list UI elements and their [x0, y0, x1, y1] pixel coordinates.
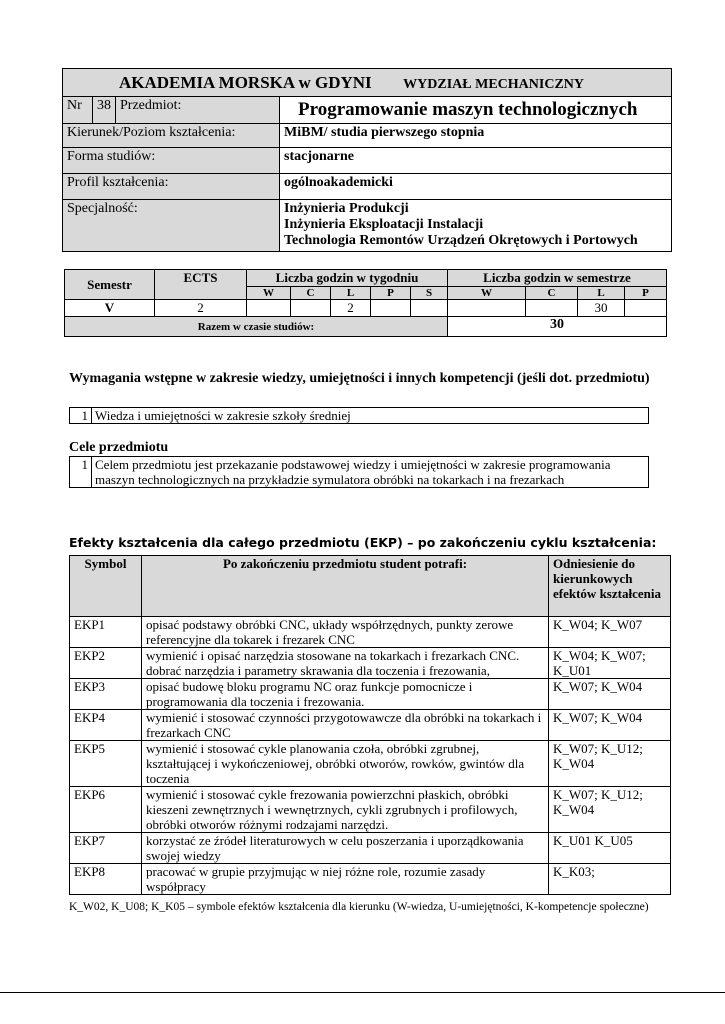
specialty-item: Technologia Remontów Urządzeń Okrętowych i Portowych	[284, 233, 638, 248]
field-value: MiBM/ studia pierwszego stopnia	[280, 124, 672, 148]
goals-table	[69, 456, 649, 488]
ekp-reference: K_W07; K_W04	[549, 679, 671, 710]
week-s-value	[411, 300, 448, 317]
total-label: Razem w czasie studiów:	[65, 317, 448, 337]
requirements-title: Wymagania wstępne w zakresie wiedzy, umiejętności i innych kompetencji (jeśli dot. przedmiotu)	[69, 371, 650, 386]
total-value: 30	[448, 317, 667, 337]
sem-c-value	[526, 300, 578, 317]
week-col-l: L	[331, 287, 371, 300]
symbol-header: Symbol	[70, 556, 142, 617]
academy-row	[63, 69, 672, 97]
table-row	[70, 741, 671, 787]
week-c-value	[291, 300, 331, 317]
requirement-text: Wiedza i umiejętności w zakresie szkoły średniej	[92, 408, 649, 424]
field-label: Kierunek/Poziom kształcenia:	[63, 124, 280, 148]
page-bottom-divider	[0, 992, 725, 993]
semester-hours-header: Liczba godzin w semestrze	[448, 270, 667, 287]
week-w-value	[247, 300, 291, 317]
sem-col-c: C	[526, 287, 578, 300]
week-col-c: C	[291, 287, 331, 300]
ekp-symbol: EKP1	[70, 617, 142, 648]
ekp-reference: K_W07; K_U12; K_W04	[549, 787, 671, 833]
ekp-reference: K_W04; K_W07; K_U01	[549, 648, 671, 679]
ekp-reference: K_U01 K_U05	[549, 833, 671, 864]
week-l-value: 2	[331, 300, 371, 317]
ekp-description: wymienić i stosować czynności przygotowawcze dla obróbki na tokarkach i frezarkach CNC	[142, 710, 549, 741]
table-row	[70, 833, 671, 864]
ekp-description: opisać podstawy obróbki CNC, układy współrzędnych, punkty zerowe referencyjne dla tokarek i frezarek CNC	[142, 617, 549, 648]
ekp-reference: K_W07; K_W04	[549, 710, 671, 741]
specialty-values	[280, 200, 672, 252]
week-col-w: W	[247, 287, 291, 300]
semester-hours-table	[64, 269, 667, 337]
sem-w-value	[448, 300, 526, 317]
requirements-table	[69, 407, 649, 424]
specialty-item: Inżynieria Produkcji	[284, 201, 409, 216]
table-row	[70, 710, 671, 741]
table-row	[70, 617, 671, 648]
academy-name: AKADEMIA MORSKA w GDYNI	[119, 72, 372, 92]
sem-col-w: W	[448, 287, 526, 300]
nr-label: Nr	[63, 97, 93, 124]
goal-number: 1	[70, 457, 92, 488]
ekp-symbol: EKP3	[70, 679, 142, 710]
ects-value: 2	[155, 300, 247, 317]
ekp-symbol: EKP2	[70, 648, 142, 679]
specialty-item: Inżynieria Eksploatacji Instalacji	[284, 217, 484, 232]
ekp-reference: K_W04; K_W07	[549, 617, 671, 648]
study-form-value: stacjonarne	[280, 148, 672, 174]
table-row	[70, 787, 671, 833]
sem-l-value: 30	[578, 300, 625, 317]
specialty-label: Specjalność:	[63, 200, 280, 252]
ekp-description: wymienić i opisać narzędzia stosowane na tokarkach i frezarkach CNC. dobrać narzędzia i parametry skrawania dla toczenia i frezowania,	[142, 648, 549, 679]
ects-header: ECTS	[155, 270, 247, 300]
profile-label: Profil kształcenia:	[63, 174, 280, 200]
week-col-s: S	[411, 287, 448, 300]
ekp-description: opisać budowę bloku programu NC oraz funkcje pomocnicze i programowania dla toczenia i frezowania.	[142, 679, 549, 710]
study-form-label: Forma studiów:	[63, 148, 280, 174]
ekp-reference: K_W07; K_U12; K_W04	[549, 741, 671, 787]
description-header: Po zakończeniu przedmiotu student potrafi:	[142, 556, 549, 617]
sem-col-l: L	[578, 287, 625, 300]
ekp-title: Efekty kształcenia dla całego przedmiotu (EKP) – po zakończeniu cyklu kształcenia:	[69, 535, 657, 550]
weekly-hours-header: Liczba godzin w tygodniu	[247, 270, 448, 287]
subject-title: Programowanie maszyn technologicznych	[280, 97, 672, 124]
reference-header: Odniesienie do kierunkowych efektów kształcenia	[549, 556, 671, 617]
semester-header: Semestr	[65, 270, 155, 300]
goal-text: Celem przedmiotu jest przekazanie podstawowej wiedzy i umiejętności w zakresie programowania maszyn technologicznych na przykładzie symulatora obróbki na tokarkach i na frezarkach	[92, 457, 649, 488]
ekp-reference: K_K03;	[549, 864, 671, 895]
ekp-symbol: EKP8	[70, 864, 142, 895]
table-row	[70, 864, 671, 895]
profile-value: ogólnoakademicki	[280, 174, 672, 200]
ekp-symbol: EKP7	[70, 833, 142, 864]
week-p-value	[371, 300, 411, 317]
ekp-symbol: EKP5	[70, 741, 142, 787]
ekp-footnote: K_W02, K_U08; K_K05 – symbole efektów kształcenia dla kierunku (W-wiedza, U-umiejętności, K-kompetencje społeczne)	[69, 901, 649, 913]
requirement-number: 1	[70, 408, 92, 424]
ekp-symbol: EKP6	[70, 787, 142, 833]
ekp-description: wymienić i stosować cykle planowania czoła, obróbki zgrubnej, kształtującej i wykończeniowej, obróbki otworów, rowków, gwintów dla toczenia	[142, 741, 549, 787]
faculty-name: WYDZIAŁ MECHANICZNY	[403, 76, 585, 92]
learning-outcomes-table	[69, 555, 671, 895]
subject-label: Przedmiot:	[116, 97, 280, 124]
ekp-symbol: EKP4	[70, 710, 142, 741]
ekp-description: pracować w grupie przyjmując w niej różne role, rozumie zasady współpracy	[142, 864, 549, 895]
course-header-table	[62, 68, 672, 252]
table-row	[70, 648, 671, 679]
week-col-p: P	[371, 287, 411, 300]
semester-value: V	[65, 300, 155, 317]
ekp-description: korzystać ze źródeł literaturowych w celu poszerzania i uporządkowania swojej wiedzy	[142, 833, 549, 864]
goals-title: Cele przedmiotu	[69, 440, 169, 455]
sem-p-value	[625, 300, 667, 317]
sem-col-p: P	[625, 287, 667, 300]
ekp-description: wymienić i stosować cykle frezowania powierzchni płaskich, obróbki kieszeni zewnętrznych i wewnętrznych, cykli zgrubnych i profilowych, obróbki otworów różnymi rodzajami narzędzi.	[142, 787, 549, 833]
table-row	[70, 679, 671, 710]
nr-value: 38	[93, 97, 116, 124]
